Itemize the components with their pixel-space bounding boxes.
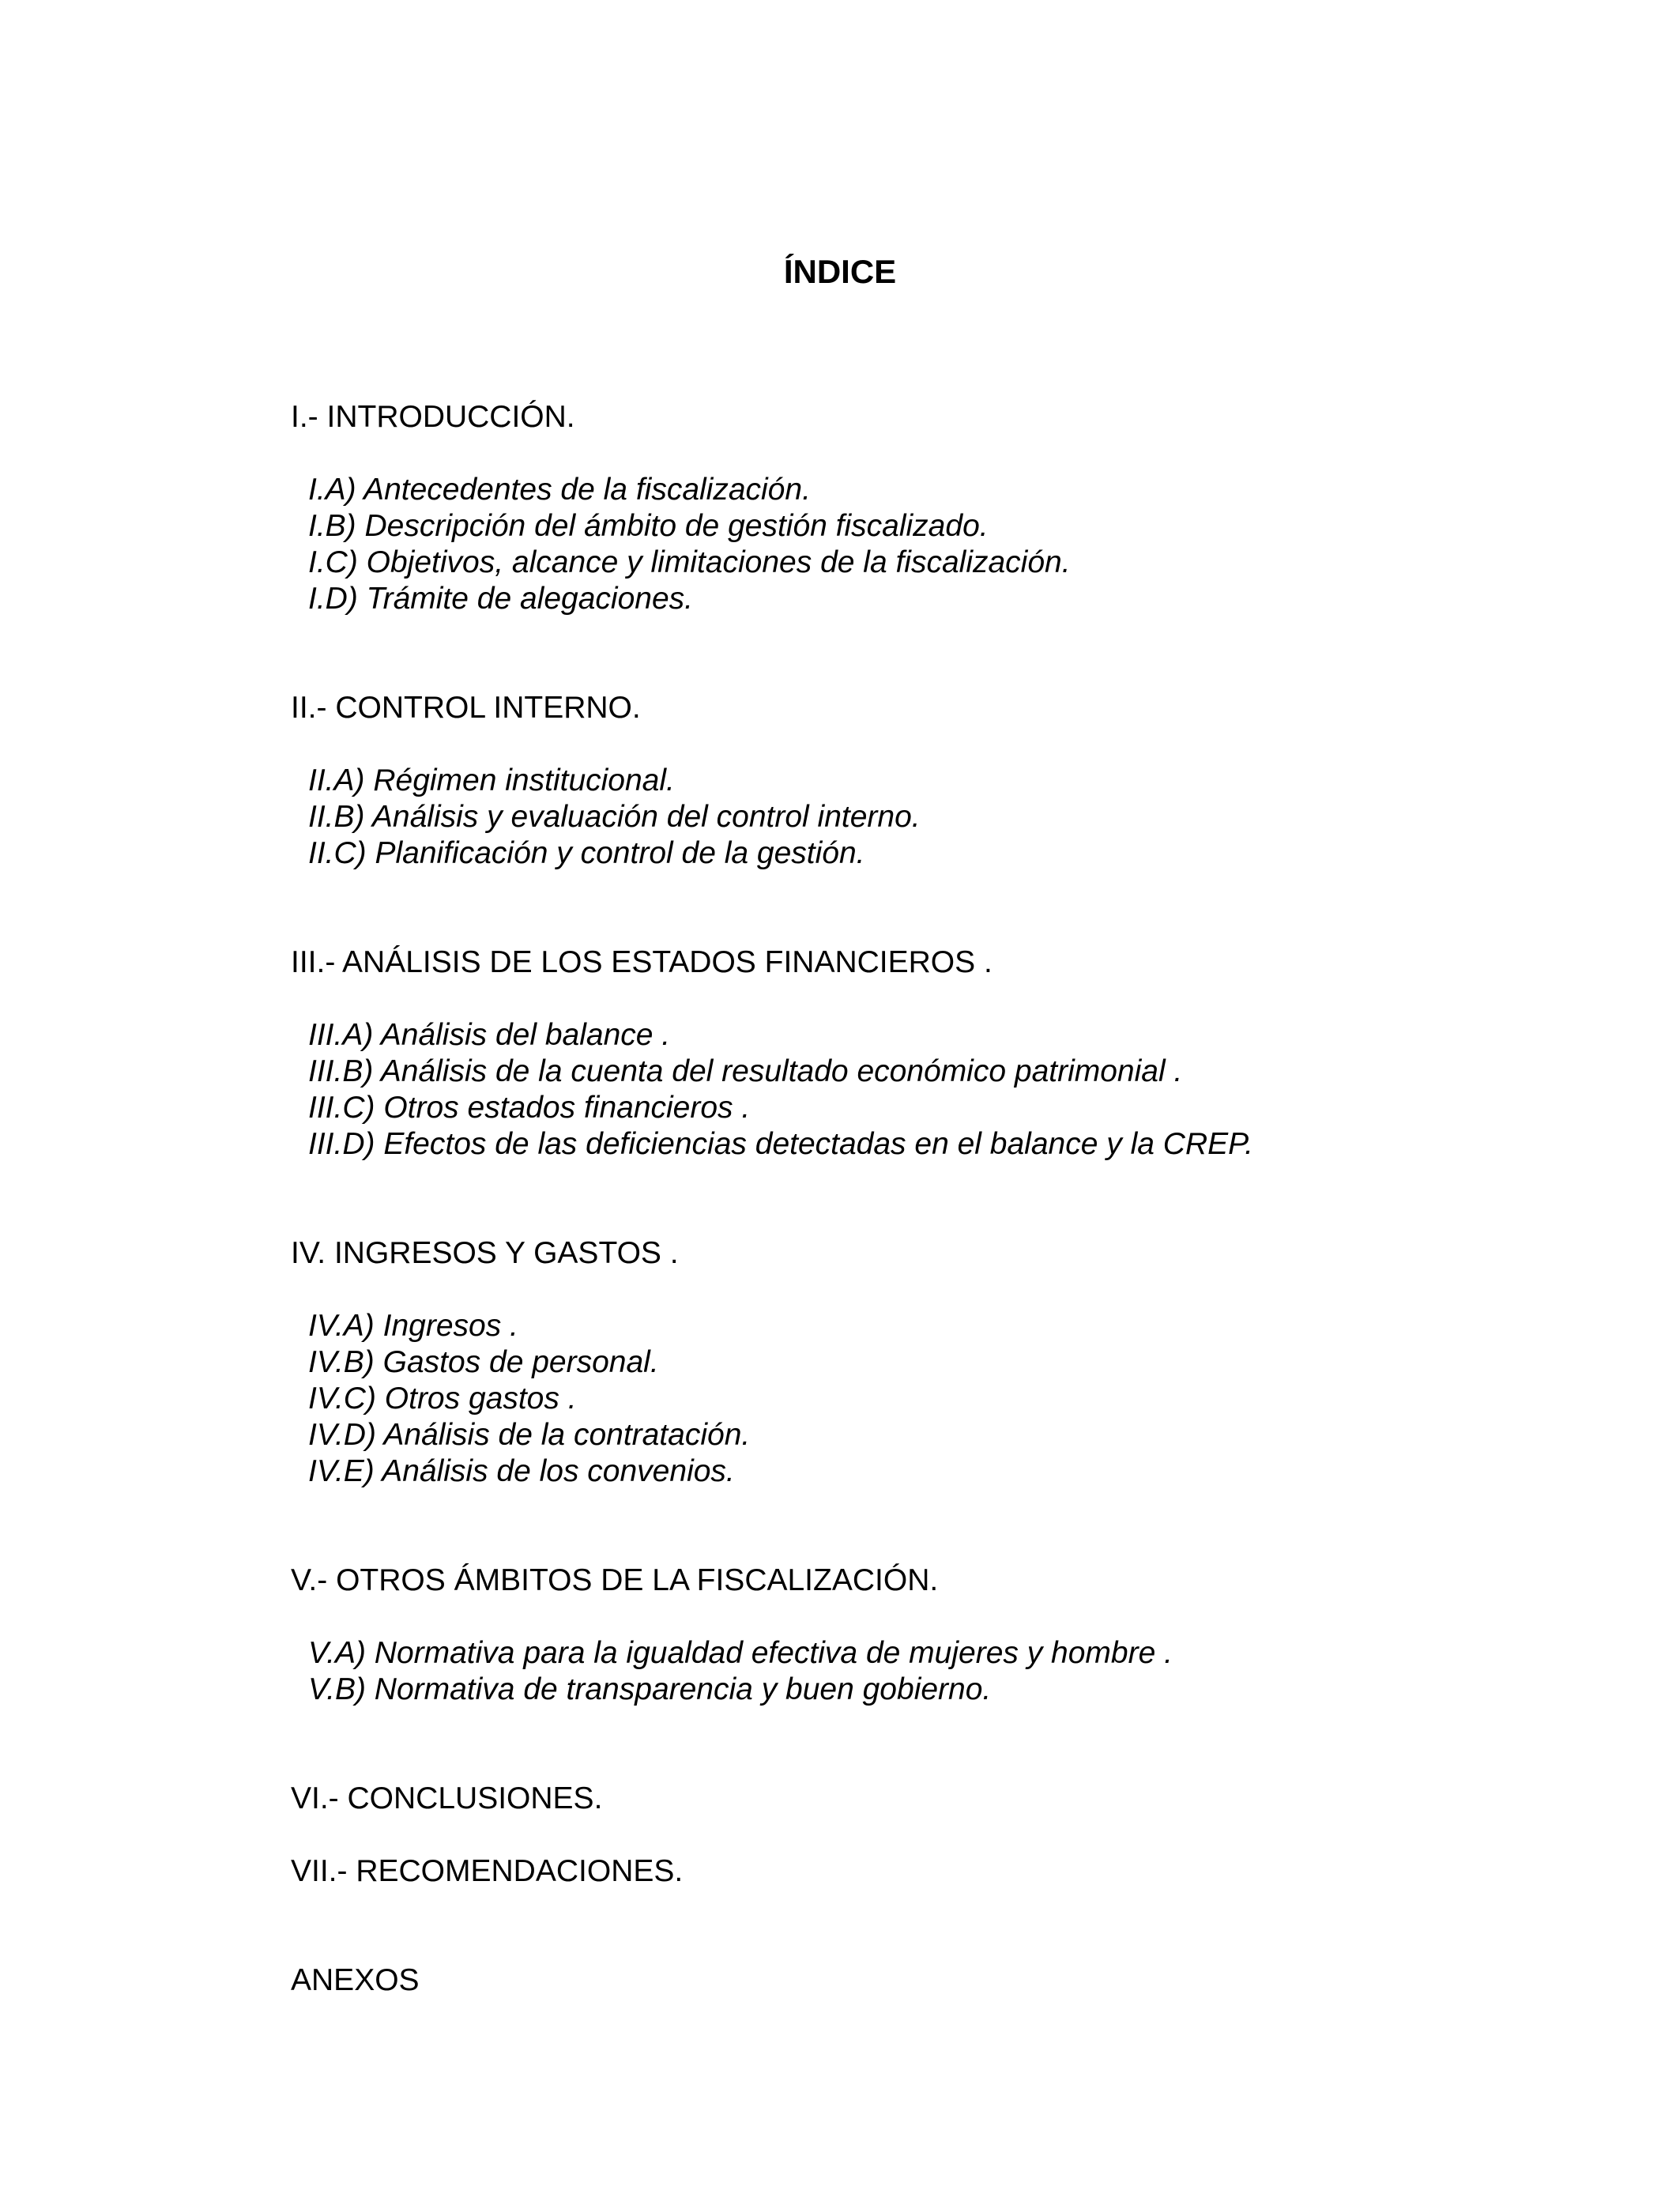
page-title: ÍNDICE <box>783 253 897 290</box>
toc-item: IV.D) Análisis de la contratación. <box>308 1418 751 1452</box>
toc-item: V.B) Normativa de transparencia y buen gobierno. <box>308 1672 992 1706</box>
toc-item: IV.C) Otros gastos . <box>308 1382 577 1416</box>
toc-item: III.B) Análisis de la cuenta del resultado económico patrimonial . <box>308 1054 1183 1088</box>
section-heading-otros-ambitos: V.- OTROS ÁMBITOS DE LA FISCALIZACIÓN. <box>291 1563 939 1597</box>
toc-item: II.C) Planificación y control de la gestión. <box>308 836 865 870</box>
section-heading-anexos: ANEXOS <box>291 1963 420 1997</box>
section-heading-estados-financieros: III.- ANÁLISIS DE LOS ESTADOS FINANCIEROS . <box>291 945 993 979</box>
section-heading-introduccion: I.- INTRODUCCIÓN. <box>291 400 575 434</box>
toc-item: II.B) Análisis y evaluación del control interno. <box>308 800 921 834</box>
toc-item: III.C) Otros estados financieros . <box>308 1091 751 1125</box>
section-heading-conclusiones: VI.- CONCLUSIONES. <box>291 1781 603 1815</box>
toc-item: I.C) Objetivos, alcance y limitaciones de la fiscalización. <box>308 545 1071 579</box>
toc-item: III.D) Efectos de las deficiencias detectadas en el balance y la CREP. <box>308 1127 1253 1161</box>
toc-item: I.D) Trámite de alegaciones. <box>308 582 693 616</box>
toc-item: II.A) Régimen institucional. <box>308 763 675 797</box>
section-heading-control-interno: II.- CONTROL INTERNO. <box>291 691 641 725</box>
toc-item: III.A) Análisis del balance . <box>308 1018 671 1052</box>
toc-item: V.A) Normativa para la igualdad efectiva de mujeres y hombre . <box>308 1636 1173 1670</box>
section-heading-ingresos-gastos: IV. INGRESOS Y GASTOS . <box>291 1236 679 1270</box>
toc-item: IV.E) Análisis de los convenios. <box>308 1454 735 1488</box>
toc-item: I.B) Descripción del ámbito de gestión fiscalizado. <box>308 509 989 543</box>
toc-item: I.A) Antecedentes de la fiscalización. <box>308 473 811 507</box>
toc-item: IV.A) Ingresos . <box>308 1309 518 1343</box>
toc-item: IV.B) Gastos de personal. <box>308 1345 659 1379</box>
section-heading-recomendaciones: VII.- RECOMENDACIONES. <box>291 1854 684 1888</box>
